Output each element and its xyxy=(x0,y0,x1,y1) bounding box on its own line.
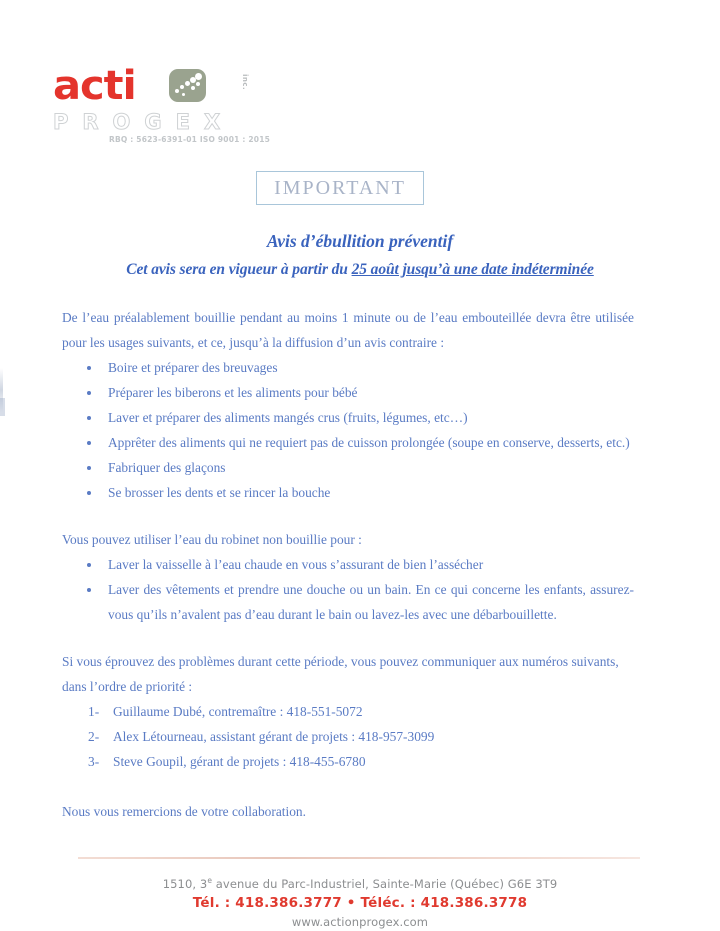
spacer xyxy=(62,627,634,649)
list-item: Fabriquer des glaçons xyxy=(108,455,634,480)
notice-subtitle-prefix: Cet avis sera en vigueur à partir du xyxy=(126,261,352,278)
important-banner-label: IMPORTANT xyxy=(274,176,406,199)
notice-subtitle-period: 25 août jusqu’à une date indéterminée xyxy=(351,261,594,278)
logo-text-before-o: acti xyxy=(53,63,136,109)
footer-address-suffix: avenue du Parc-Industriel, Sainte-Marie (Québec) G6E 3T9 xyxy=(212,876,558,891)
logo-wordmark xyxy=(53,63,253,109)
list-item-text: Guillaume Dubé, contremaître : 418-551-5072 xyxy=(113,704,363,719)
intro-paragraph: De l’eau préalablement bouillie pendant au moins 1 minute ou de l’eau embouteillée devra être utilisée pour les usages suivants, et ce, jusqu’à la diffusion d’un avis contraire : xyxy=(62,310,634,350)
company-logo xyxy=(53,63,273,144)
logo-subbrand: PROGEX xyxy=(53,110,235,134)
footer-phone-line: Tél. : 418.386.3777 • Téléc. : 418.386.3778 xyxy=(192,894,528,911)
list-item-text: Steve Goupil, gérant de projets : 418-455-6780 xyxy=(113,754,366,769)
footer-website[interactable]: www.actionprogex.com xyxy=(291,914,429,929)
list-item: Préparer les biberons et les aliments pour bébé xyxy=(108,380,634,405)
list-item xyxy=(88,724,634,749)
notice-title: Avis d’ébullition préventif xyxy=(266,231,454,251)
footer-address-prefix: 1510, 3 xyxy=(162,876,208,891)
logo-certification-text: RBQ : 5623-6391-01 ISO 9001 : 2015 xyxy=(109,135,271,144)
list-item: Boire et préparer des breuvages xyxy=(108,355,634,380)
notice-subtitle xyxy=(0,261,720,279)
notice-body xyxy=(62,305,634,824)
logo-wordmark-text xyxy=(53,63,261,109)
list-item: Laver la vaisselle à l’eau chaude en vous s’assurant de bien l’assécher xyxy=(108,552,634,577)
contacts-heading: Si vous éprouvez des problèmes durant cette période, vous pouvez communiquer aux numéros suivants, dans l’ordre de priorité : xyxy=(62,654,619,694)
list-item: Apprêter des aliments qui ne requiert pas de cuisson prolongée (soupe en conserve, desserts, etc.) xyxy=(108,430,634,455)
contacts-list xyxy=(62,699,634,774)
logo-o-block-icon xyxy=(169,69,206,102)
footer-divider xyxy=(78,857,640,859)
tap-water-uses-list xyxy=(62,552,634,627)
list-item-number: 2- xyxy=(88,729,100,744)
important-banner xyxy=(256,171,424,205)
footer-address-ordinal: e xyxy=(207,876,213,885)
spacer xyxy=(62,505,634,527)
list-item xyxy=(88,749,634,774)
closing-line: Nous vous remercions de votre collaboration. xyxy=(62,804,306,819)
list-item xyxy=(88,699,634,724)
page-footer xyxy=(0,872,720,931)
spacer xyxy=(62,774,634,799)
footer-address xyxy=(0,872,720,893)
list-item-number: 1- xyxy=(88,704,100,719)
list-item-text: Alex Létourneau, assistant gérant de projets : 418-957-3099 xyxy=(113,729,435,744)
logo-trademark: inc. xyxy=(241,74,249,91)
boiled-water-uses-list xyxy=(62,355,634,505)
list-item: Laver et préparer des aliments mangés crus (fruits, légumes, etc…) xyxy=(108,405,634,430)
scan-artifact-secondary xyxy=(0,398,5,416)
list-item-number: 3- xyxy=(88,754,100,769)
tap-water-heading: Vous pouvez utiliser l’eau du robinet non bouillie pour : xyxy=(62,532,362,547)
list-item: Laver des vêtements et prendre une douche ou un bain. En ce qui concerne les enfants, assurez-vous qu’ils n’avalent pas d’eau durant le bain ou lavez-les avec une débarbouillette. xyxy=(108,577,634,627)
list-item: Se brosser les dents et se rincer la bouche xyxy=(108,480,634,505)
